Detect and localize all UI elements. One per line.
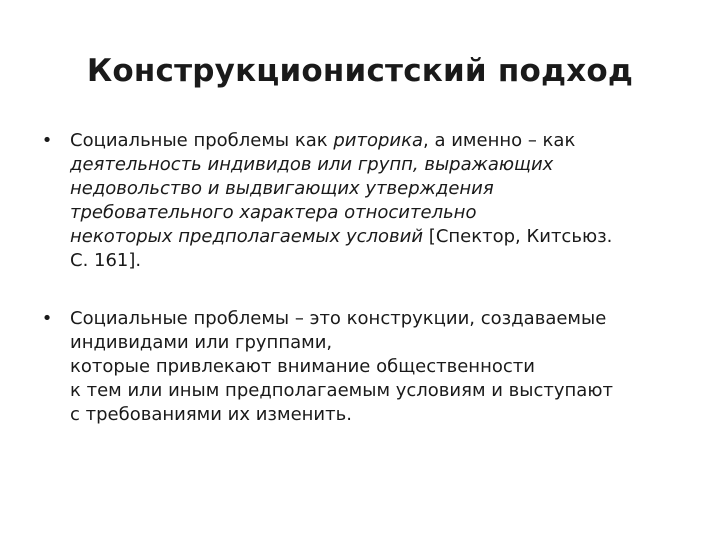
- bullet-line: [70, 225, 690, 249]
- bullet-line: недовольство и выдвигающих утверждения: [70, 178, 494, 199]
- bullet-text: Социальные проблемы как: [70, 130, 334, 151]
- bullet-line: деятельность индивидов или групп, выражающих: [70, 154, 554, 175]
- bullet-line: С. 161].: [70, 250, 142, 271]
- bullet-text-italic: риторика: [333, 130, 424, 151]
- bullet-line: которые привлекают внимание общественности: [70, 356, 535, 377]
- bullet-text: , а именно – как: [423, 130, 576, 151]
- bullet-line: [70, 129, 690, 153]
- bullet-item-rhetoric: [41, 129, 690, 273]
- bullet-text-italic: некоторых предполагаемых условий: [70, 226, 424, 247]
- bullet-line: требовательного характера относительно: [70, 202, 477, 223]
- bullet-item-constructions: [41, 307, 690, 427]
- bullet-line: индивидами или группами,: [70, 332, 333, 353]
- bullet-citation: [Спектор, Китсьюз.: [423, 226, 613, 247]
- bullet-marker: •: [41, 130, 53, 151]
- bullet-line: Социальные проблемы – это конструкции, создаваемые: [70, 308, 607, 329]
- slide-title: Конструкционистский подход: [86, 53, 634, 89]
- bullet-line: с требованиями их изменить.: [70, 404, 352, 425]
- bullet-marker: •: [41, 308, 53, 329]
- bullet-list: [41, 129, 690, 427]
- bullet-line: к тем или иным предполагаемым условиям и выступают: [70, 380, 613, 401]
